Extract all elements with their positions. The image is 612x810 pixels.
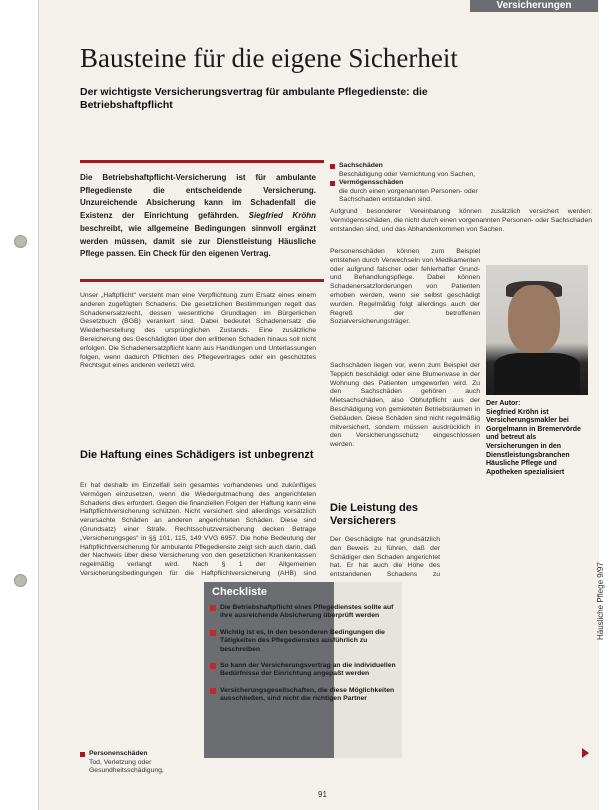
bullet-square-icon bbox=[330, 181, 335, 186]
bullet-text: Beschädigung oder Vernichtung von Sachen, bbox=[339, 170, 476, 178]
article-subtitle: Der wichtigste Versicherungsvertrag für ambulante Pflegedienste: die Betriebshaftpflicht bbox=[80, 86, 428, 111]
bullet-square-icon bbox=[80, 752, 85, 757]
col2-paragraph-2: Personenschäden können zum Beispiel entstehen durch Verwechseln von Medikamenten oder aufgrund falscher oder fehlerhafter Grund- und Behandlungspflege. Dabei können Schadenersatzforderungen von Patienten erhoben werden, wenn sie selbst geschädigt wurden. Regelmäßig folgt allerdings auch der Regreß der betroffenen Sozialversicherungsträger. bbox=[330, 248, 480, 326]
col2-paragraph-1: Aufgrund besonderer Vereinbarung können zusätzlich versichert werden: Vermögensschäden, die nicht durch einen vorgenannten Personen- oder Sachschaden entstanden sind, und das Abhandenkommen von Sachen. bbox=[330, 208, 592, 233]
bullet-title: Vermögensschäden bbox=[339, 179, 404, 187]
continue-arrow-icon bbox=[582, 748, 589, 758]
col2-paragraph-4: Der Geschädigte hat grundsätzlich den Beweis zu führen, daß der Schädiger den Schaden angerichtet hat. Er hat auch die Höhe des entstandenen Schadens zu bbox=[330, 536, 440, 579]
article-title: Bausteine für die eigene Sicherheit bbox=[80, 43, 458, 73]
checklist-item bbox=[210, 604, 396, 621]
checklist-item-text: So kann der Versicherungsvertrag an die individuellen Bedürfnisse der Einrichtung angepaßt werden bbox=[220, 662, 396, 678]
page-number: 91 bbox=[318, 790, 327, 799]
punch-hole-top bbox=[14, 235, 27, 248]
intro-text-1: Die Betriebshaftpflicht-Versicherung ist für ambulante Pflegedienste die entscheidende Versicherung. Unzureichende Absicherung kann im Schadenfall die Existenz der Einrichtung gefährden. bbox=[80, 173, 316, 221]
checklist-item-text: Die Betriebshaftpflicht eines Pflegedienstes sollte auf ihre ausreichende Absicherung überprüft werden bbox=[220, 604, 394, 620]
bullet-title: Personenschäden bbox=[89, 750, 148, 757]
bullet-square-icon bbox=[330, 164, 335, 169]
author-caption-label: Der Autor: bbox=[486, 400, 521, 407]
checklist-item bbox=[210, 662, 396, 679]
col2-section-heading: Die Leistung des Versicherers bbox=[330, 502, 419, 527]
intro-author: Siegfried Kröhn bbox=[248, 211, 316, 221]
col1-bullet-list bbox=[80, 750, 198, 776]
author-photo bbox=[486, 265, 588, 395]
bullet-title: Sachschäden bbox=[339, 162, 383, 169]
col1-paragraph-1: Unser „Haftpflicht“ versteht man eine Verpflichtung zum Ersatz eines einem anderen zugefügten Schadens. Die gesetzlichen Bestimmungen regelt das Schadenersatzrecht, dessen wesentliche Grundlagen im Bürgerlichen Gesetzbuch (BGB) verankert sind. Dabei bedeutet Schadenersatz die Wiederherstellung des ursprünglichen Zustands. Eine zusätzliche Bereicherung des Geschädigten über den erlittenen Schaden hinaus soll nicht erfolgen. Die Schadenersatzpflicht kann aus Handlungen und Unterlassungen folgen, wenn dadurch Pflichten des Pflegevertrages oder ein geschütztes Rechtsgut eines anderen verletzt wird. bbox=[80, 292, 316, 370]
author-face bbox=[508, 285, 560, 353]
list-item bbox=[330, 179, 480, 205]
intro-bottom-rule bbox=[80, 279, 324, 282]
checklist-title: Checkliste bbox=[212, 586, 268, 598]
author-caption-text: Siegfried Kröhn ist Versicherungsmakler bei Gorgelmann in Bremervörde und betreut als Versicherungen in den Dienstleistungsbranchen Häusliche Pflege und Apotheken spezialisiert bbox=[486, 408, 581, 476]
bullet-text: Tod, Verletzung oder Gesundheitsschädigung, bbox=[89, 758, 164, 775]
checklist-bullet-icon bbox=[210, 630, 216, 636]
col1-paragraph-2-cont bbox=[80, 580, 198, 748]
bullet-text: die durch einen vorgenannten Personen- oder Sachschaden entstanden sind. bbox=[339, 187, 478, 204]
checklist-item-text: Wichtig ist es, in den besonderen Bedingungen die Tätigkeiten des Pflegedienstes ausführlich zu beschreiben bbox=[220, 628, 385, 653]
col2-paragraph-3: Sachschäden liegen vor, wenn zum Beispiel der Teppich beschädigt oder eine Blumenvase in der Wohnung des Patienten umgeworfen wird. Zu den Sachschäden gehören auch Mietsachschäden, also Obhutpflicht aus der Beschädigung von gemieteten Betriebsräumen in Gebäuden. Diese Schäden sind nicht regelmäßig mitversichert, sondern müssen ausdrücklich in den Versicherungsschutz eingeschlossen werden. bbox=[330, 362, 480, 449]
col2-paragraph-4-wrap bbox=[406, 582, 578, 754]
author-caption bbox=[486, 400, 590, 477]
list-item bbox=[330, 162, 480, 179]
checklist-bullet-icon bbox=[210, 605, 216, 611]
checklist-item-text: Versicherungsgesellschaften, die diese Möglichkeiten ausschließen, sind nicht die richtigen Partner bbox=[220, 686, 395, 703]
checklist-bullet-icon bbox=[210, 663, 216, 669]
list-item bbox=[80, 750, 198, 776]
intro-top-rule bbox=[80, 160, 324, 163]
author-shirt bbox=[494, 353, 580, 395]
journal-side-label: Häusliche Pflege 9/97 bbox=[596, 562, 605, 640]
col1-section-heading: Die Haftung eines Schädigers ist unbegrenzt bbox=[80, 449, 314, 461]
punch-hole-bottom bbox=[14, 574, 27, 587]
col1-paragraph-2: Er hat deshalb im Einzelfall sein gesamtes vorhandenes und zukünftiges Vermögen einzusetzen, wenn die Wiedergutmachung des angerichteten Schadens dies erfordert. Gegen die finanziellen Folgen der Haftung kann eine Haftpflichtversicherung schützen. Nicht versichert sind allerdings vorsätzlich verursachte Schäden an anderen angerichteten Schäden. Diese sind (Grundsatz) einer Strafe. Rechtsschutzversicherung decken Betrage „Versicherungsges“ in §§ 101, 115, 149 VVG 6957. Die hohe Bedeutung der Haftpflichtversicherung für ambulante Pflegedienste zeigt sich auch darin, daß der Nachweis über diese Versicherung von den gesetzlichen Krankenkassen regelmäßig verlangt wird. Nach § 1 der Allgemeinen Versicherungsbedingungen für die Haftpflichtversicherung (AHB) sind bbox=[80, 482, 316, 577]
intro-text-2: beschreibt, wie allgemeine Bedingungen sinnvoll ergänzt werden müssen, damit sie zur Dienstleistung Häusliche Pflege passen. Ein Check für den eigenen Vertrag. bbox=[80, 223, 316, 259]
article-intro bbox=[80, 172, 316, 261]
checklist-item bbox=[210, 629, 396, 654]
checklist-item bbox=[210, 687, 396, 704]
col2-bullet-list bbox=[330, 162, 480, 205]
section-tag: Versicherungen bbox=[470, 0, 598, 12]
checklist-bullet-icon bbox=[210, 688, 216, 694]
checklist-items bbox=[210, 604, 396, 712]
